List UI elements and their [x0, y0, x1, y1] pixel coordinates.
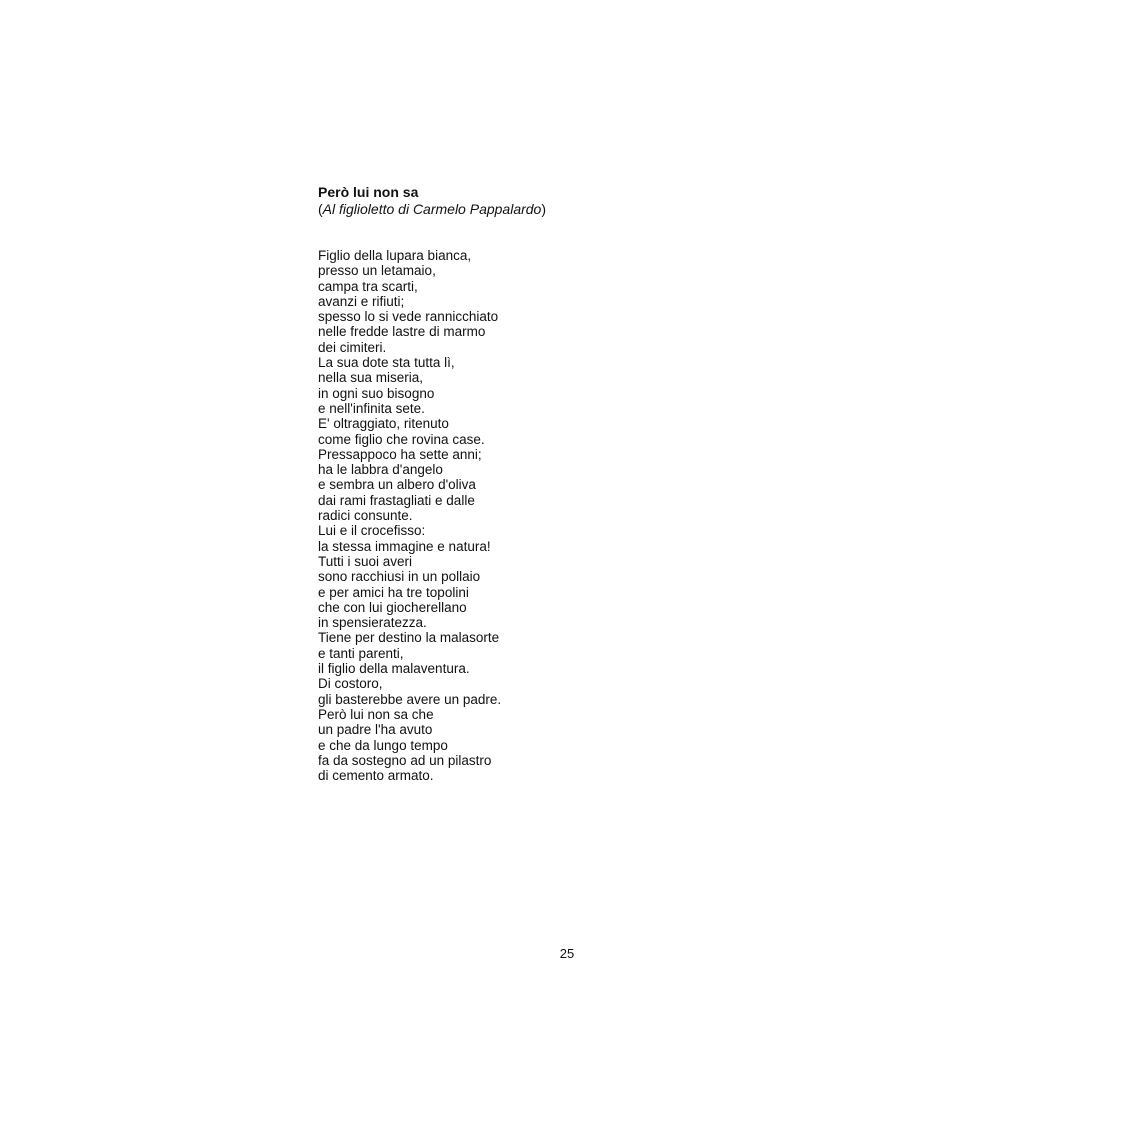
- poem-line: Tutti i suoi averi: [318, 553, 413, 569]
- poem-title: Però lui non sa: [318, 184, 419, 200]
- dedication-close-paren: ): [541, 201, 547, 217]
- poem-line: che con lui giocherellano: [318, 599, 467, 615]
- poem-line: in spensieratezza.: [318, 615, 427, 631]
- poem-line: come figlio che rovina case.: [318, 431, 485, 447]
- poem-line: il figlio della malaventura.: [318, 661, 470, 677]
- poem-line: nelle fredde lastre di marmo: [318, 324, 486, 340]
- poem-line: di cemento armato.: [318, 768, 434, 784]
- poem-line: in ogni suo bisogno: [318, 385, 435, 401]
- poem-line: Tiene per destino la malasorte: [318, 630, 500, 646]
- poem-line: Lui e il crocefisso:: [318, 523, 426, 539]
- poem-line: campa tra scarti,: [318, 278, 418, 294]
- poem-line: un padre l'ha avuto: [318, 722, 433, 738]
- poem-body: [318, 248, 838, 783]
- page-number: 25: [559, 946, 575, 961]
- poem-line: presso un letamaio,: [318, 263, 436, 279]
- poem-line: La sua dote sta tutta lì,: [318, 355, 455, 371]
- poem-line: la stessa immagine e natura!: [318, 538, 491, 554]
- poem-line: e nell'infinita sete.: [318, 400, 425, 416]
- poem-line: dei cimiteri.: [318, 339, 387, 355]
- poem-line: spesso lo si vede rannicchiato: [318, 309, 499, 325]
- poem-line: dai rami frastagliati e dalle: [318, 492, 475, 508]
- poem-block: [318, 184, 838, 783]
- poem-line: e sembra un albero d'oliva: [318, 477, 476, 493]
- poem-line: Figlio della lupara bianca,: [318, 248, 472, 263]
- poem-line: gli basterebbe avere un padre.: [318, 691, 502, 707]
- poem-line: sono racchiusi in un pollaio: [318, 569, 481, 585]
- poem-line: fa da sostegno ad un pilastro: [318, 752, 492, 768]
- poem-line: e per amici ha tre topolini: [318, 584, 469, 600]
- poem-line: e che da lungo tempo: [318, 737, 448, 753]
- dedication-text: Al figlioletto di Carmelo Pappalardo: [322, 201, 542, 217]
- poem-line: e tanti parenti,: [318, 645, 404, 661]
- dedication-open-paren: (: [318, 201, 323, 217]
- poem-line: Però lui non sa che: [318, 706, 434, 722]
- poem-line: nella sua miseria,: [318, 370, 424, 386]
- poem-line: Di costoro,: [318, 676, 383, 692]
- poem-dedication: [318, 201, 838, 218]
- poem-line: avanzi e rifiuti;: [318, 293, 405, 309]
- poem-line: radici consunte.: [318, 508, 413, 524]
- poem-line: Pressappoco ha sette anni;: [318, 446, 482, 462]
- poem-line: ha le labbra d'angelo: [318, 462, 443, 478]
- poem-line: E' oltraggiato, ritenuto: [318, 416, 449, 432]
